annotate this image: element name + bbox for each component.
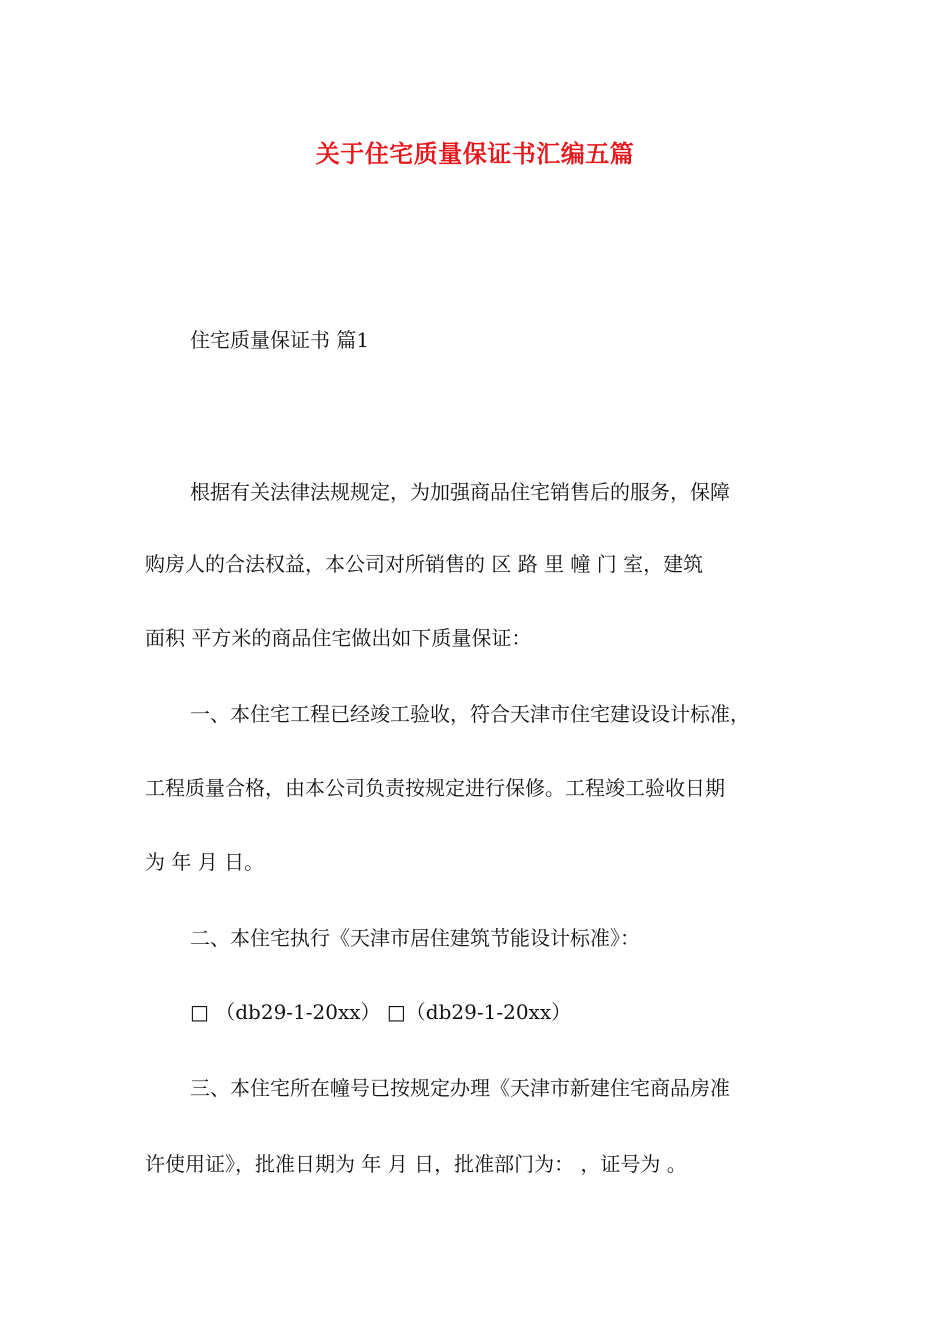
paragraph-line: 工程质量合格，由本公司负责按规定进行保修。工程竣工验收日期 <box>145 776 725 800</box>
paragraph-line: 二、本住宅执行《天津市居住建筑节能设计标准》： <box>190 926 640 950</box>
paragraph-line: 面积 平方米的商品住宅做出如下质量保证： <box>145 626 532 650</box>
paragraph-line: 为 年 月 日。 <box>145 850 265 874</box>
section-heading: 住宅质量保证书 篇1 <box>190 328 370 352</box>
document-title: 关于住宅质量保证书汇编五篇 <box>315 140 635 168</box>
paragraph-line: 购房人的合法权益，本公司对所销售的 区 路 里 幢 门 室，建筑 <box>145 552 704 576</box>
paragraph-line: 一、本住宅工程已经竣工验收，符合天津市住宅建设设计标准， <box>190 702 750 726</box>
paragraph-line: 三、本住宅所在幢号已按规定办理《天津市新建住宅商品房准 <box>190 1076 730 1100</box>
paragraph-line: 许使用证》，批准日期为 年 月 日，批准部门为： ，证号为 。 <box>145 1152 687 1176</box>
checkbox-options-line: □ （db29-1-20xx） □（db29-1-20xx） <box>190 1000 572 1024</box>
paragraph-line: 根据有关法律法规规定，为加强商品住宅销售后的服务，保障 <box>190 480 730 504</box>
